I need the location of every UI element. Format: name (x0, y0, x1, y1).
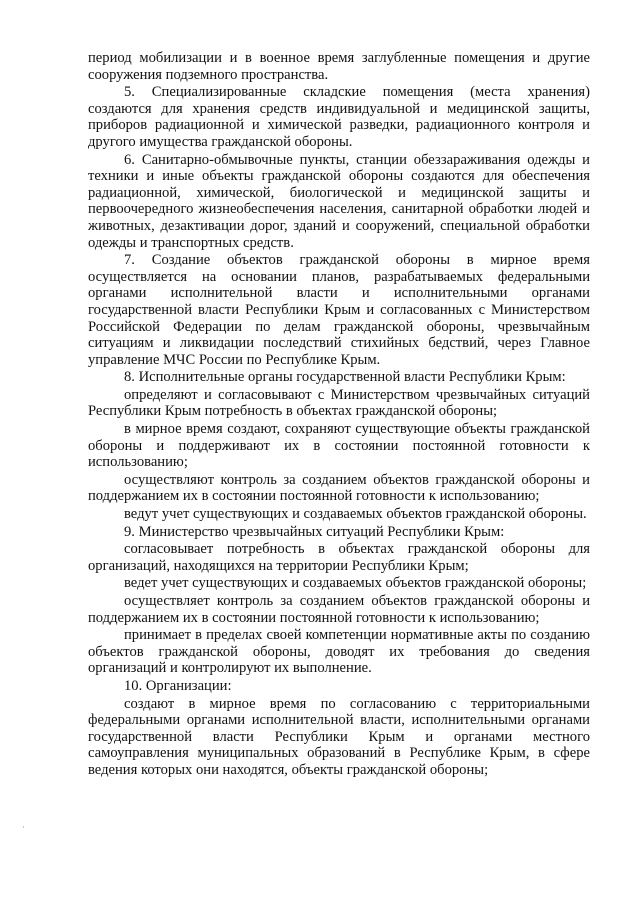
paragraph-item-5: 5. Специализированные складские помещения (места хранения) создаются для хранения средств индивидуальной и медицинской защиты, приборов радиационной и химической разведки, радиационного контроля и другого имущества гражданской обороны. (88, 84, 590, 150)
paragraph-item-6: 6. Санитарно-обмывочные пункты, станции обеззараживания одежды и техники и иные объекты гражданской обороны создаются для обеспечения радиационной, химической, биологической и медицинской защиты и первоочередного жизнеобеспечения населения, санитарной обработки людей и животных, дезактивации дорог, зданий и сооружений, специальной обработки одежды и транспортных средств. (88, 151, 590, 251)
paragraph-item-9-duty-1: согласовывает потребность в объектах гражданской обороны для организаций, находящихся на территории Республики Крым; (88, 541, 590, 574)
paragraph-item-8-duty-2: в мирное время создают, сохраняют существующие объекты гражданской обороны и поддерживают их в состоянии постоянной готовности к использованию; (88, 421, 590, 471)
paragraph-item-10-heading: 10. Организации: (124, 677, 232, 694)
paragraph-item-8-duty-4: ведут учет существующих и создаваемых объектов гражданской обороны. (124, 506, 587, 523)
paragraph-item-10-duty-1: создают в мирное время по согласованию с территориальными федеральными органами исполнительной власти, исполнительными органами государственной власти Республики Крым и органами местного самоуправления муниципальных образований в Республике Крым, в сфере ведения которых они находятся, объекты гражданской обороны; (88, 695, 590, 778)
paragraph-item-8-duty-3: осуществляют контроль за созданием объектов гражданской обороны и поддержанием их в состоянии постоянной готовности к использованию; (88, 471, 590, 505)
paragraph-item-9-duty-4: принимает в пределах своей компетенции нормативные акты по созданию объектов гражданской обороны, доводят их требования до сведения организаций и контролируют их выполнение. (88, 627, 590, 677)
paragraph-item-9-duty-3: осуществляет контроль за созданием объектов гражданской обороны и поддержанием их в состоянии постоянной готовности к использованию; (88, 593, 590, 626)
paragraph-item-9-heading: 9. Министерство чрезвычайных ситуаций Республики Крым: (124, 523, 505, 540)
scan-speck: · (22, 822, 25, 832)
paragraph-item-8-duty-1: определяют и согласовывают с Министерством чрезвычайных ситуаций Республики Крым потребность в объектах гражданской обороны; (88, 386, 590, 420)
document-body (88, 50, 590, 779)
paragraph-continuation: период мобилизации и в военное время заглубленные помещения и другие сооружения подземного пространства. (88, 50, 590, 83)
paragraph-item-9-duty-2: ведет учет существующих и создаваемых объектов гражданской обороны; (124, 575, 587, 592)
paragraph-item-7: 7. Создание объектов гражданской обороны в мирное время осуществляется на основании планов, разрабатываемых федеральными органами исполнительной власти и исполнительными органами государственной власти Республики Крым и согласованных с Министерством Российской Федерации по делам гражданской обороны, чрезвычайным ситуациям и ликвидации последствий стихийных бедствий, через Главное управление МЧС России по Республике Крым. (88, 252, 590, 368)
paragraph-item-8-heading: 8. Исполнительные органы государственной власти Республики Крым: (124, 369, 566, 386)
